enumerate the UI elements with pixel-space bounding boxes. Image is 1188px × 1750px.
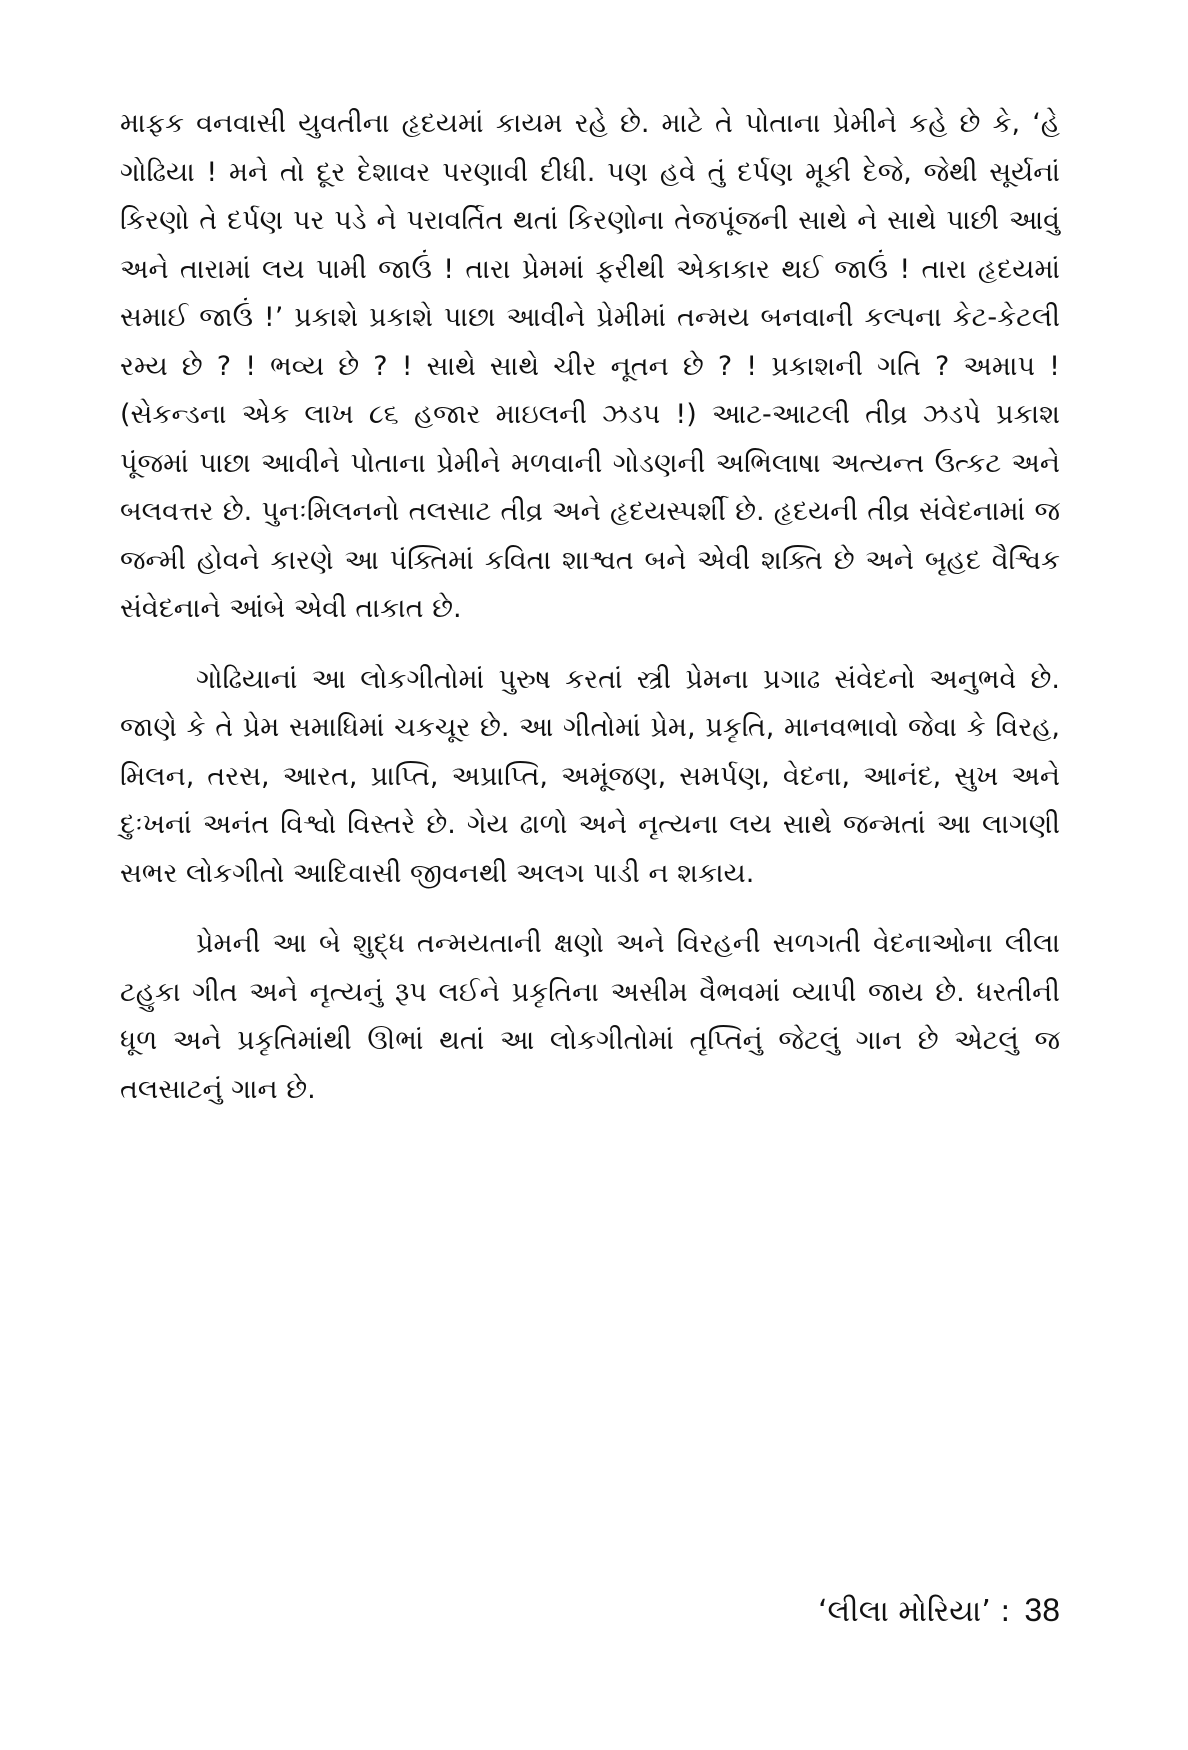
- paragraph-2: ગોઢિયાનાં આ લોકગીતોમાં પુરુષ કરતાં સ્ત્રી પ્રેમના પ્રગાઢ સંવેદનો અનુભવે છે. જાણે કે તે પ્રેમ સમાધિમાં ચકચૂર છે. આ ગીતોમાં પ્રેમ, પ્રકૃતિ, માનવભાવો જેવા કે વિરહ, મિલન, તરસ, આરત, પ્રાપ્તિ, અપ્રાપ્તિ, અમૂંજણ, સમર્પણ, વેદના, આનંદ, સુખ અને દુઃખનાં અનંત વિશ્વો વિસ્તરે છે. ગેય ઢાળો અને નૃત્યના લય સાથે જન્મતાં આ લાગણી સભર લોકગીતો આદિવાસી જીવનથી અલગ પાડી ન શકાય.: [120, 663, 1060, 889]
- footer-source: ‘લીલા મોરિયા’ :: [817, 1594, 1011, 1629]
- document-body: [120, 100, 1060, 1114]
- paragraph-1: માફક વનવાસી યુવતીના હૃદયમાં કાયમ રહે છે. માટે તે પોતાના પ્રેમીને કહે છે કે, ‘હે ગોઢિયા ! મને તો દૂર દેશાવર પરણાવી દીધી. પણ હવે તું દર્પણ મૂકી દેજે, જેથી સૂર્યનાં કિરણો તે દર્પણ પર પડે ને પરાવર્તિત થતાં કિરણોના તેજપૂંજની સાથે ને સાથે પાછી આવું અને તારામાં લય પામી જાઉં ! તારા પ્રેમમાં ફરીથી એકાકાર થઈ જાઉં ! તારા હૃદયમાં સમાઈ જાઉં !’ પ્રકાશે પ્રકાશે પાછા આવીને પ્રેમીમાં તન્મય બનવાની કલ્પના કેટ-કેટલી રમ્ય છે ? ! ભવ્ય છે ? ! સાથે સાથે ચીર નૂતન છે ? ! પ્રકાશની ગતિ ? અમાપ ! (સેકન્ડના એક લાખ ૮૬ હજાર માઇલની ઝડપ !) આટ-આટલી તીવ્ર ઝડપે પ્રકાશ પૂંજમાં પાછા આવીને પોતાના પ્રેમીને મળવાની ગોડણની અભિલાષા અત્યન્ત ઉત્કટ અને બલવત્તર છે. પુનઃમિલનનો તલસાટ તીવ્ર અને હૃદયસ્પર્શી છે. હૃદયની તીવ્ર સંવેદનામાં જ જન્મી હોવને કારણે આ પંક્તિમાં કવિતા શાશ્વત બને એવી શક્તિ છે અને બૃહદ વૈશ્વિક સંવેદનાને આંબે એવી તાકાત છે.: [120, 108, 1060, 624]
- page-footer: [818, 1590, 1060, 1632]
- page-number: 38: [1024, 1592, 1060, 1628]
- paragraph-3: પ્રેમની આ બે શુદ્ધ તન્મયતાની ક્ષણો અને વિરહની સળગતી વેદનાઓના લીલા ટહુકા ગીત અને નૃત્યનું રૂપ લઈને પ્રકૃતિના અસીમ વૈભવમાં વ્યાપી જાય છે. ધરતીની ધૂળ અને પ્રકૃતિમાંથી ઊભાં થતાં આ લોકગીતોમાં તૃપ્તિનું જેટલું ગાન છે એટલું જ તલસાટનું ગાન છે.: [120, 928, 1060, 1105]
